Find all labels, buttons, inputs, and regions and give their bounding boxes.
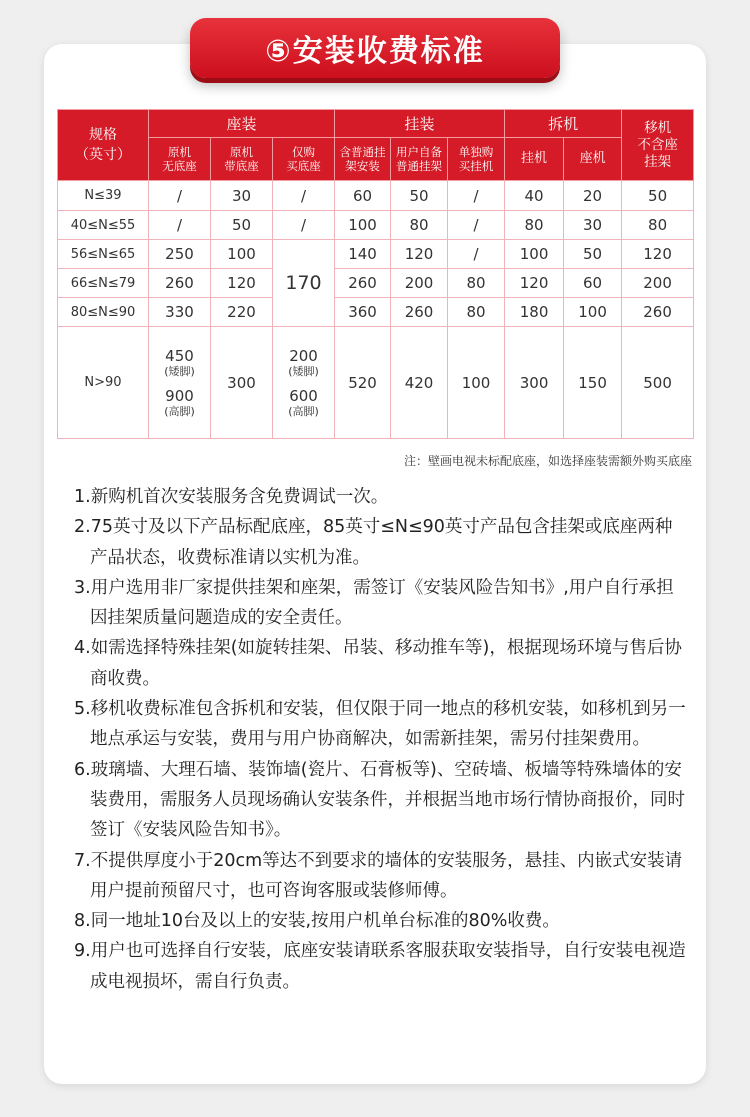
table-row bbox=[58, 181, 694, 211]
table-cell: 100 bbox=[335, 211, 391, 240]
table-cell: 50 bbox=[211, 211, 273, 240]
table-cell: 260 bbox=[622, 298, 694, 327]
table-cell bbox=[273, 327, 335, 439]
table-cell: 20 bbox=[564, 181, 622, 211]
table-cell: 50 bbox=[564, 240, 622, 269]
price-note: (矮脚) bbox=[164, 364, 195, 378]
table-cell: 300 bbox=[505, 327, 564, 439]
seat-install-header: 座装 bbox=[149, 110, 335, 138]
table-cell: 100 bbox=[505, 240, 564, 269]
table-header-row bbox=[58, 110, 694, 138]
table-cell: 30 bbox=[564, 211, 622, 240]
table-cell: 260 bbox=[391, 298, 448, 327]
subheader-cell bbox=[211, 138, 273, 181]
page-title: ⑤安装收费标准 bbox=[190, 18, 560, 78]
table-cell: / bbox=[149, 211, 211, 240]
table-cell: 180 bbox=[505, 298, 564, 327]
subheader-cell bbox=[273, 138, 335, 181]
table-cell: 500 bbox=[622, 327, 694, 439]
price-value: 600 bbox=[289, 386, 318, 405]
table-cell: 420 bbox=[391, 327, 448, 439]
spec-header bbox=[58, 110, 149, 181]
list-item: 8.同一地址10台及以上的安装,按用户机单台标准的80%收费。 bbox=[74, 911, 560, 932]
table-cell: N>90 bbox=[58, 327, 149, 439]
terms-list bbox=[74, 482, 686, 997]
price-value: 900 bbox=[165, 386, 194, 405]
price-note: (矮脚) bbox=[288, 364, 319, 378]
subheader-line: 含普通挂 bbox=[339, 145, 386, 159]
relocate-header-line2: 不含座 bbox=[637, 136, 678, 153]
table-cell: 40 bbox=[505, 181, 564, 211]
subheader-line: 原机 bbox=[168, 145, 191, 159]
table-cell: 50 bbox=[622, 181, 694, 211]
price-value: 450 bbox=[165, 346, 194, 365]
table-cell: 100 bbox=[564, 298, 622, 327]
subheader-line: 买挂机 bbox=[458, 159, 494, 173]
table-cell: 40≤N≤55 bbox=[58, 211, 149, 240]
price-note: (高脚) bbox=[164, 404, 195, 418]
relocate-header-line3: 挂架 bbox=[644, 153, 672, 170]
table-cell: 170 bbox=[273, 240, 335, 327]
list-item: 2.75英寸及以下产品标配底座，85英寸≤N≤90英寸产品包含挂架或底座两种产品状态，收费标准请以实机为准。 bbox=[74, 517, 673, 568]
table-row bbox=[58, 240, 694, 269]
table-cell: 360 bbox=[335, 298, 391, 327]
relocate-header bbox=[622, 110, 694, 181]
table-cell: 80 bbox=[448, 269, 505, 298]
table-cell: 200 bbox=[391, 269, 448, 298]
table-row bbox=[58, 211, 694, 240]
relocate-header-line1: 移机 bbox=[644, 119, 672, 136]
list-item: 3.用户选用非厂家提供挂架和座架，需签订《安装风险告知书》,用户自行承担因挂架质量问题造成的安全责任。 bbox=[74, 577, 674, 629]
table-cell: / bbox=[149, 181, 211, 211]
table-cell: 80 bbox=[622, 211, 694, 240]
list-item: 1.新购机首次安装服务含免费调试一次。 bbox=[74, 487, 389, 507]
subheader-line: 带底座 bbox=[224, 159, 259, 173]
table-cell: 50 bbox=[391, 181, 448, 211]
subheader-line: 用户自备 bbox=[396, 145, 443, 159]
installation-fee-table bbox=[57, 109, 694, 439]
list-item: 7.不提供厚度小于20cm等达不到要求的墙体的安装服务，悬挂、内嵌式安装请用户提前预留尺寸，也可咨询客服或装修师傅。 bbox=[74, 850, 683, 901]
table-row bbox=[58, 269, 694, 298]
table-cell: 200 bbox=[622, 269, 694, 298]
subheader-cell bbox=[448, 138, 505, 181]
list-item: 4.如需选择特殊挂架(如旋转挂架、吊装、移动推车等)，根据现场环境与售后协商收费。 bbox=[74, 638, 682, 689]
table-cell: 120 bbox=[622, 240, 694, 269]
table-cell: 330 bbox=[149, 298, 211, 327]
subheader-cell bbox=[149, 138, 211, 181]
table-cell: 140 bbox=[335, 240, 391, 269]
table-cell: / bbox=[273, 181, 335, 211]
table-cell: 60 bbox=[564, 269, 622, 298]
table-cell: 56≤N≤65 bbox=[58, 240, 149, 269]
table-cell: / bbox=[448, 181, 505, 211]
table-footnote: 注：壁画电视未标配底座，如选择座装需额外购买底座 bbox=[403, 454, 692, 468]
table-cell: 80≤N≤90 bbox=[58, 298, 149, 327]
table-cell: 120 bbox=[505, 269, 564, 298]
list-item: 6.玻璃墙、大理石墙、装饰墙(瓷片、石膏板等)、空砖墙、板墙等特殊墙体的安装费用，需服务人员现场确认安装条件，并根据当地市场行情协商报价，同时签订《安装风险告知书》。 bbox=[74, 759, 685, 841]
price-value: 200 bbox=[289, 346, 318, 365]
subheader-line: 仅购 bbox=[292, 145, 316, 159]
dismantle-header: 拆机 bbox=[505, 110, 622, 138]
table-cell: 260 bbox=[335, 269, 391, 298]
wall-install-header: 挂装 bbox=[335, 110, 505, 138]
subheader-line: 原机 bbox=[230, 145, 253, 159]
table-cell: 100 bbox=[448, 327, 505, 439]
subheader-cell bbox=[335, 138, 391, 181]
spec-header-label: 规格 bbox=[89, 127, 117, 143]
subheader-line: 无底座 bbox=[162, 159, 197, 173]
table-cell: 66≤N≤79 bbox=[58, 269, 149, 298]
list-item: 5.移机收费标准包含拆机和安装，但仅限于同一地点的移机安装，如移机到另一地点承运与安装，费用与用户协商解决，如需新挂架，需另付挂架费用。 bbox=[74, 699, 686, 750]
table-cell: 80 bbox=[505, 211, 564, 240]
subheader-line: 单独购 bbox=[458, 145, 494, 159]
subheader-line: 架安装 bbox=[345, 159, 380, 173]
table-cell: / bbox=[448, 240, 505, 269]
subheader-cell: 座机 bbox=[564, 138, 622, 181]
table-cell: 80 bbox=[448, 298, 505, 327]
table-cell: 60 bbox=[335, 181, 391, 211]
table-cell: 150 bbox=[564, 327, 622, 439]
table-cell: 80 bbox=[391, 211, 448, 240]
list-item: 9.用户也可选择自行安装，底座安装请联系客服获取安装指导，自行安装电视造成电视损坏，需自行负责。 bbox=[74, 941, 686, 992]
subheader-line: 买底座 bbox=[286, 159, 321, 173]
table-cell: 220 bbox=[211, 298, 273, 327]
table-cell: / bbox=[273, 211, 335, 240]
table-cell: / bbox=[448, 211, 505, 240]
table-cell: 120 bbox=[211, 269, 273, 298]
subheader-line: 普通挂架 bbox=[396, 159, 443, 173]
table-cell: 260 bbox=[149, 269, 211, 298]
table-cell: N≤39 bbox=[58, 181, 149, 211]
price-note: (高脚) bbox=[288, 404, 319, 418]
table-cell bbox=[149, 327, 211, 439]
table-cell: 250 bbox=[149, 240, 211, 269]
spec-header-unit: （英寸） bbox=[75, 147, 131, 163]
table-cell: 300 bbox=[211, 327, 273, 439]
table-subheader-row bbox=[58, 138, 694, 181]
table-row bbox=[58, 298, 694, 327]
table-cell: 100 bbox=[211, 240, 273, 269]
table-cell: 30 bbox=[211, 181, 273, 211]
subheader-cell bbox=[391, 138, 448, 181]
subheader-cell: 挂机 bbox=[505, 138, 564, 181]
table-cell: 120 bbox=[391, 240, 448, 269]
table-row bbox=[58, 327, 694, 439]
table-cell: 520 bbox=[335, 327, 391, 439]
